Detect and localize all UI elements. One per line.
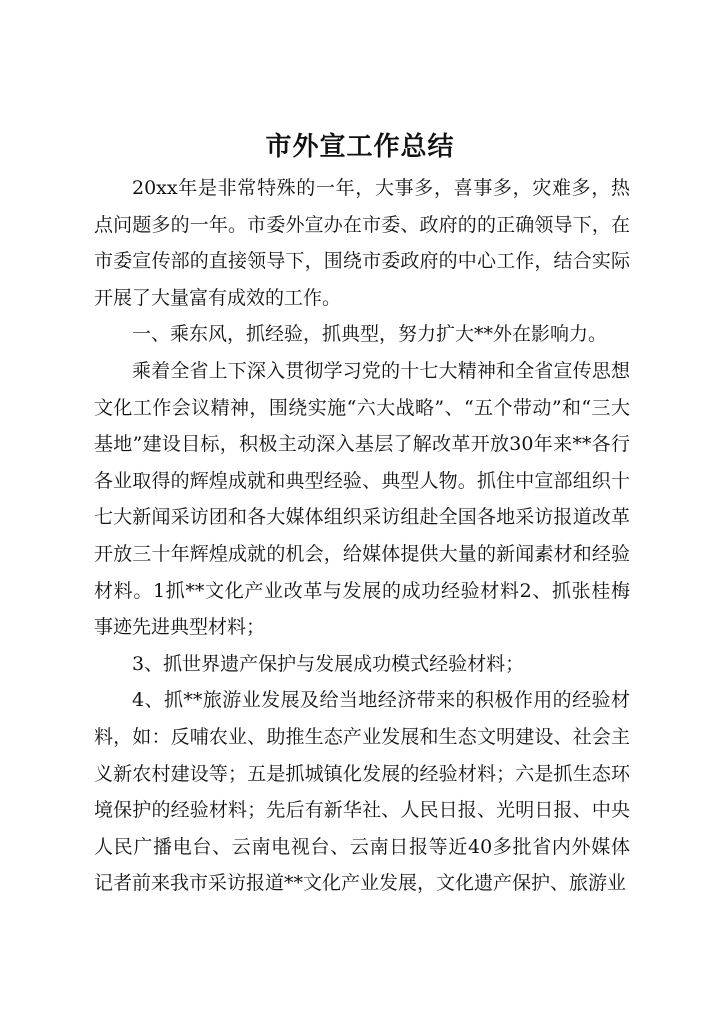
document-title: 市外宣工作总结 xyxy=(265,132,455,162)
document-body xyxy=(94,170,630,902)
paragraph-intro: 20xx年是非常特殊的一年，大事多，喜事多，灾难多，热点问题多的一年。市委外宣办在市委、政府的的正确领导下，在市委宣传部的直接领导下，围绕市委政府的中心工作，结合实际开展了大量富有成效的工作。 xyxy=(94,177,630,309)
paragraph-item-3: 3、抓世界遗产保护与发展成功模式经验材料； xyxy=(132,652,525,675)
paragraph-section-heading: 一、乘东风，抓经验，抓典型，努力扩大**外在影响力。 xyxy=(132,323,608,346)
paragraph-main: 乘着全省上下深入贯彻学习党的十七大精神和全省宣传思想文化工作会议精神，围绕实施“六大战略”、“五个带动”和“三大基地”建设目标，积极主动深入基层了解改革开放30年来**各行各业取得的辉煌成就和典型经验、典型人物。抓住中宣部组织十七大新闻采访团和各大媒体组织采访组赴全国各地采访报道改革开放三十年辉煌成就的机会，给媒体提供大量的新闻素材和经验材料。1抓**文化产业改革与发展的成功经验材料2、抓张桂梅事迹先进典型材料； xyxy=(94,359,630,639)
paragraph-item-4: 4、抓**旅游业发展及给当地经济带来的积极作用的经验材料，如：反哺农业、助推生态产业发展和生态文明建设、社会主义新农村建设等；五是抓城镇化发展的经验材料；六是抓生态环境保护的经验材料；先后有新华社、人民日报、光明日报、中央人民广播电台、云南电视台、云南日报等近40多批省内外媒体记者前来我市采访报道**文化产业发展，文化遗产保护、旅游业 xyxy=(94,689,630,895)
